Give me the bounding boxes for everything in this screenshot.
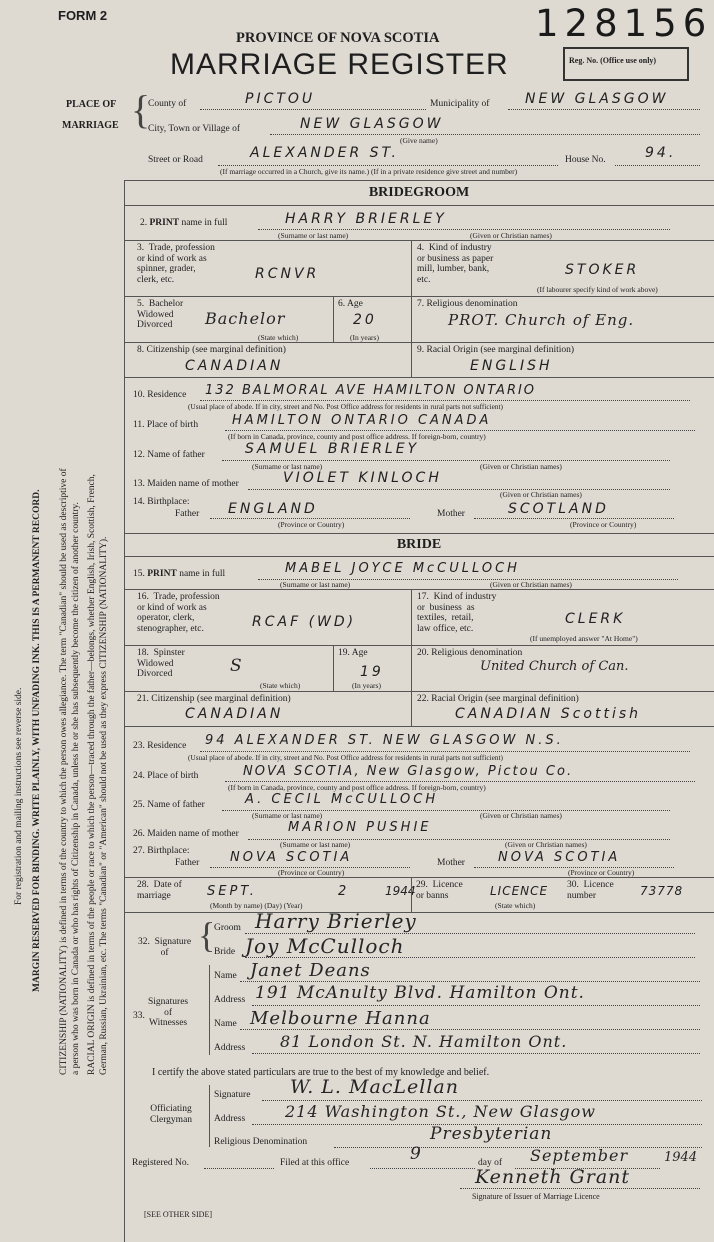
field-22-label: 22. Racial Origin (see marginal definition) [417, 694, 579, 704]
clergy-denom-label: Religious Denomination [214, 1137, 308, 1147]
groom-mother-bp-label: Mother [437, 509, 465, 519]
bride-racial: CANADIAN Scottish [455, 706, 641, 722]
city-value: NEW GLASGOW [300, 116, 444, 132]
street-value: ALEXANDER ST. [250, 145, 399, 161]
city-label: City, Town or Village of [148, 124, 240, 134]
street-label: Street or Road [148, 155, 203, 165]
field-16-label: 16. Trade, profession or kind of work as operator, clerk, stenographer, etc. [137, 592, 220, 634]
groom-state-note: (State which) [258, 333, 299, 342]
field-2-label [140, 218, 227, 229]
witness1-name-label: Name [214, 971, 237, 981]
groom-residence-note: (Usual place of abode. If in city, street and No. Post Office address for residents in rural parts not sufficient) [188, 402, 503, 411]
margin-citizenship-def-2: a person who was born in Canada or who has rights of Citizenship in Canada, unless he or she has subsequently become the citizen of another country. [71, 502, 81, 1075]
field-24-label: 24. Place of birth [133, 771, 199, 781]
field-21-label: 21. Citizenship (see marginal definition) [137, 694, 291, 704]
groom-mother-birthplace: SCOTLAND [508, 501, 609, 517]
licence-note: (State which) [495, 901, 536, 910]
field-17-label: 17. Kind of industry or business as textiles, retail, law office, etc. [417, 592, 497, 634]
issuer-note: Signature of Issuer of Marriage Licence [472, 1192, 600, 1201]
registered-label: Registered No. [132, 1158, 189, 1168]
bride-status: S [230, 656, 243, 676]
field-25-label: 25. Name of father [133, 800, 205, 810]
see-other-side: [SEE OTHER SIDE] [144, 1210, 212, 1219]
marriage-day: 2 [338, 884, 350, 899]
bride-section-title: BRIDE [396, 537, 442, 552]
bride-mother-bp-label: Mother [437, 858, 465, 868]
residence-label: Residence [147, 390, 187, 400]
bride-mother-birthplace: NOVA SCOTIA [498, 850, 621, 865]
clergy-label: Officiating Clergyman [150, 1104, 193, 1125]
groom-father-bp-label: Father [175, 509, 200, 519]
field-5-label: 5. Bachelor Widowed Divorced [137, 299, 184, 331]
bride-state-note: (State which) [260, 681, 301, 690]
field-33-num: 33. [133, 1011, 145, 1021]
groom-age: 20 [353, 312, 377, 328]
province-heading: PROVINCE OF NOVA SCOTIA [236, 30, 440, 46]
field-6-label: 6. Age [338, 299, 363, 309]
groom-father: SAMUEL BRIERLEY [245, 441, 420, 457]
field-10-label [133, 390, 186, 401]
marriage-month: SEPT. [207, 884, 257, 899]
groom-industry-note: (If labourer specify kind of work above) [537, 285, 658, 294]
field-27-label: 27. Birthplace: [133, 846, 190, 856]
field-23-label [133, 741, 186, 752]
field-26-label: 26. Maiden name of mother [133, 829, 239, 839]
bride-name: MABEL JOYCE McCULLOCH [285, 561, 520, 576]
bride-age: 19 [360, 664, 384, 680]
house-label: House No. [565, 155, 606, 165]
bride-residence-label: Residence [147, 741, 187, 751]
father-surname-note: (Surname or last name) [252, 462, 323, 471]
licence-number: 73778 [640, 884, 684, 898]
bride-father-bp-label: Father [175, 858, 200, 868]
field-23-num: 23. [133, 741, 145, 751]
bride-mother-given-note: (Given or Christian names) [505, 840, 587, 849]
witness2-address: 81 London St. N. Hamilton Ont. [280, 1032, 568, 1051]
groom-signature: Harry Brierley [255, 909, 417, 933]
field-15-label [133, 569, 225, 580]
field-4-label: 4. Kind of industry or business as paper mill, lumber, bank, etc. [417, 243, 494, 285]
groom-birthplace-note: (If born in Canada, province, county and post office address. If foreign-born, country) [228, 432, 486, 441]
field-18-label: 18. Spinster Widowed Divorced [137, 648, 185, 680]
margin-mailing-note: For registration and mailing instructions see reverse side. [14, 687, 24, 905]
bride-father-country-note: (Province or Country) [278, 868, 345, 877]
groom-mother-country-note: (Province or Country) [570, 520, 637, 529]
groom-status: Bachelor [205, 309, 286, 328]
groom-trade: RCNVR [255, 266, 320, 282]
field-9-label: 9. Racial Origin (see marginal definition) [417, 345, 575, 355]
mother-given-note: (Given or Christian names) [500, 490, 582, 499]
margin-racial-def-1: RACIAL ORIGIN is defined in terms of the people or race to which the person—traced through the father—belongs, whether English, Irish, Scottish, French, [87, 474, 97, 1075]
day-of-label: day of [478, 1158, 503, 1168]
field-19-label: 19. Age [338, 648, 368, 658]
bride-birthplace-note: (If born in Canada, province, county and post office address. If foreign-born, country) [228, 783, 486, 792]
field-30-label: 30. Licence number [567, 880, 614, 901]
witness1-name: Janet Deans [250, 960, 371, 981]
bride-surname-note: (Surname or last name) [280, 580, 351, 589]
filed-month: September [530, 1146, 629, 1165]
municipality-label: Municipality of [430, 99, 490, 109]
groom-residence: 132 BALMORAL AVE HAMILTON ONTARIO [205, 383, 537, 398]
field-33-label: Signatures of Witnesses [148, 997, 189, 1029]
margin-citizenship-def-1: CITIZENSHIP (NATIONALITY) is defined in terms of the country to which the person owes allegiance. The term "Canadian" should be used as descriptive of [59, 468, 69, 1075]
field-3-label: 3. Trade, profession or kind of work as spinner, grader, clerk, etc. [137, 243, 215, 285]
groom-father-birthplace: ENGLAND [228, 501, 318, 517]
bride-name-in-full-label: name in full [179, 569, 226, 579]
groom-birthplace: HAMILTON ONTARIO CANADA [232, 413, 492, 428]
groom-racial: ENGLISH [470, 358, 553, 374]
field-28-label: 28. Date of marriage [137, 880, 182, 901]
witness2-name: Melbourne Hanna [250, 1008, 431, 1029]
margin-binding-note: MARGIN RESERVED FOR BINDING. WRITE PLAINLY, WITH UNFADING INK. THIS IS A PERMANENT RECORD. [32, 489, 42, 992]
bride-father: A. CECIL McCULLOCH [245, 792, 439, 807]
groom-surname-note: (Surname or last name) [278, 231, 349, 240]
bride-religion: United Church of Can. [480, 659, 629, 674]
groom-father-country-note: (Province or Country) [278, 520, 345, 529]
groom-religion: PROT. Church of Eng. [448, 311, 635, 329]
form-number: FORM 2 [58, 8, 108, 23]
house-value: 94. [645, 145, 677, 161]
clergy-sig-label: Signature [214, 1090, 251, 1100]
witness1-address: 191 McAnulty Blvd. Hamilton Ont. [255, 983, 585, 1003]
place-note: (If marriage occurred in a Church, give its name.) (If in a private residence give street and number) [220, 167, 518, 176]
give-name-note: (Give name) [400, 136, 438, 145]
bride-mother-country-note: (Province or Country) [568, 868, 635, 877]
bride-residence: 94 ALEXANDER ST. NEW GLASGOW N.S. [205, 733, 564, 748]
reg-box-label: Reg. No. (Office use only) [569, 56, 657, 65]
signature-brace-icon: { [198, 915, 216, 955]
field-20-label: 20. Religious denomination [417, 648, 523, 658]
bride-years-note: (In years) [352, 681, 381, 690]
witness1-address-label: Address [214, 995, 246, 1005]
bride-trade: RCAF (WD) [252, 614, 357, 630]
groom-given-note: (Given or Christian names) [470, 231, 552, 240]
county-label: County of [148, 99, 187, 109]
bride-father-surname-note: (Surname or last name) [252, 811, 323, 820]
place-label: PLACE OF [66, 99, 117, 110]
field-8-label: 8. Citizenship (see marginal definition) [137, 345, 286, 355]
clergy-denomination: Presbyterian [430, 1124, 553, 1144]
witness2-name-label: Name [214, 1019, 237, 1029]
bride-citizenship: CANADIAN [185, 706, 284, 722]
bride-signature: Joy McCulloch [245, 934, 405, 958]
field-29-label: 29. Licence or banns [416, 880, 463, 901]
clergy-address-label: Address [214, 1114, 246, 1124]
brace-icon: { [131, 87, 151, 132]
groom-citizenship: CANADIAN [185, 358, 284, 374]
groom-sig-label: Groom [214, 923, 241, 933]
witness2-address-label: Address [214, 1043, 246, 1053]
bride-sig-label: Bride [214, 947, 236, 957]
marriage-year: 1944 [385, 884, 416, 898]
bride-mother: MARION PUSHIE [288, 820, 432, 835]
bride-given-note: (Given or Christian names) [490, 580, 572, 589]
filed-day: 9 [410, 1144, 422, 1164]
field-32-label: 32. Signature of [138, 937, 192, 958]
bride-mother-surname-note: (Surname or last name) [280, 840, 351, 849]
county-value: PICTOU [245, 91, 316, 107]
date-note: (Month by name) (Day) (Year) [210, 901, 303, 910]
licence-or-banns: LICENCE [490, 884, 549, 898]
field-7-label: 7. Religious denomination [417, 299, 518, 309]
groom-name: HARRY BRIERLEY [285, 211, 447, 227]
groom-mother: VIOLET KINLOCH [283, 470, 442, 486]
groom-years-note: (In years) [350, 333, 379, 342]
name-in-full-label: name in full [181, 218, 228, 228]
print-label: PRINT [149, 218, 180, 228]
field-10-num: 10. [133, 390, 145, 400]
bride-industry-note: (If unemployed answer "At Home") [530, 634, 638, 643]
reg-number-box [563, 47, 689, 81]
filed-label: Filed at this office [280, 1158, 350, 1168]
field-13-label: 13. Maiden name of mother [133, 479, 239, 489]
registration-number: 128156 [535, 2, 713, 45]
bride-residence-note: (Usual place of abode. If in city, street and No. Post Office address for residents in rural parts not sufficient) [188, 753, 503, 762]
field-12-label: 12. Name of father [133, 450, 205, 460]
bride-industry: CLERK [565, 611, 626, 627]
municipality-value: NEW GLASGOW [525, 91, 669, 107]
margin-racial-def-2: German, Russian, Ukrainian, etc. The terms "Canadian" or "American" should not be used as they express CITIZENSHIP (NATIONALITY). [99, 536, 109, 1075]
filed-year: 1944 [664, 1150, 698, 1165]
bride-father-birthplace: NOVA SCOTIA [230, 850, 353, 865]
bride-father-given-note: (Given or Christian names) [480, 811, 562, 820]
certify-statement: I certify the above stated particulars are true to the best of my knowledge and belief. [152, 1067, 490, 1078]
marriage-label: MARRIAGE [62, 120, 119, 131]
field-14-label: 14. Birthplace: [133, 497, 190, 507]
groom-industry: STOKER [565, 262, 640, 278]
field-2-num: 2. [140, 218, 148, 228]
field-11-label: 11. Place of birth [133, 420, 199, 430]
issuer-signature: Kenneth Grant [475, 1166, 631, 1188]
page-title: MARRIAGE REGISTER [170, 48, 509, 81]
clergy-address: 214 Washington St., New Glasgow [285, 1102, 596, 1121]
field-15-num: 15. [133, 569, 145, 579]
father-given-note: (Given or Christian names) [480, 462, 562, 471]
groom-section-title: BRIDEGROOM [368, 185, 470, 200]
bride-birthplace: NOVA SCOTIA, New Glasgow, Pictou Co. [243, 764, 574, 779]
clergy-signature: W. L. MacLellan [290, 1076, 459, 1098]
bride-print-label: PRINT [147, 569, 177, 579]
